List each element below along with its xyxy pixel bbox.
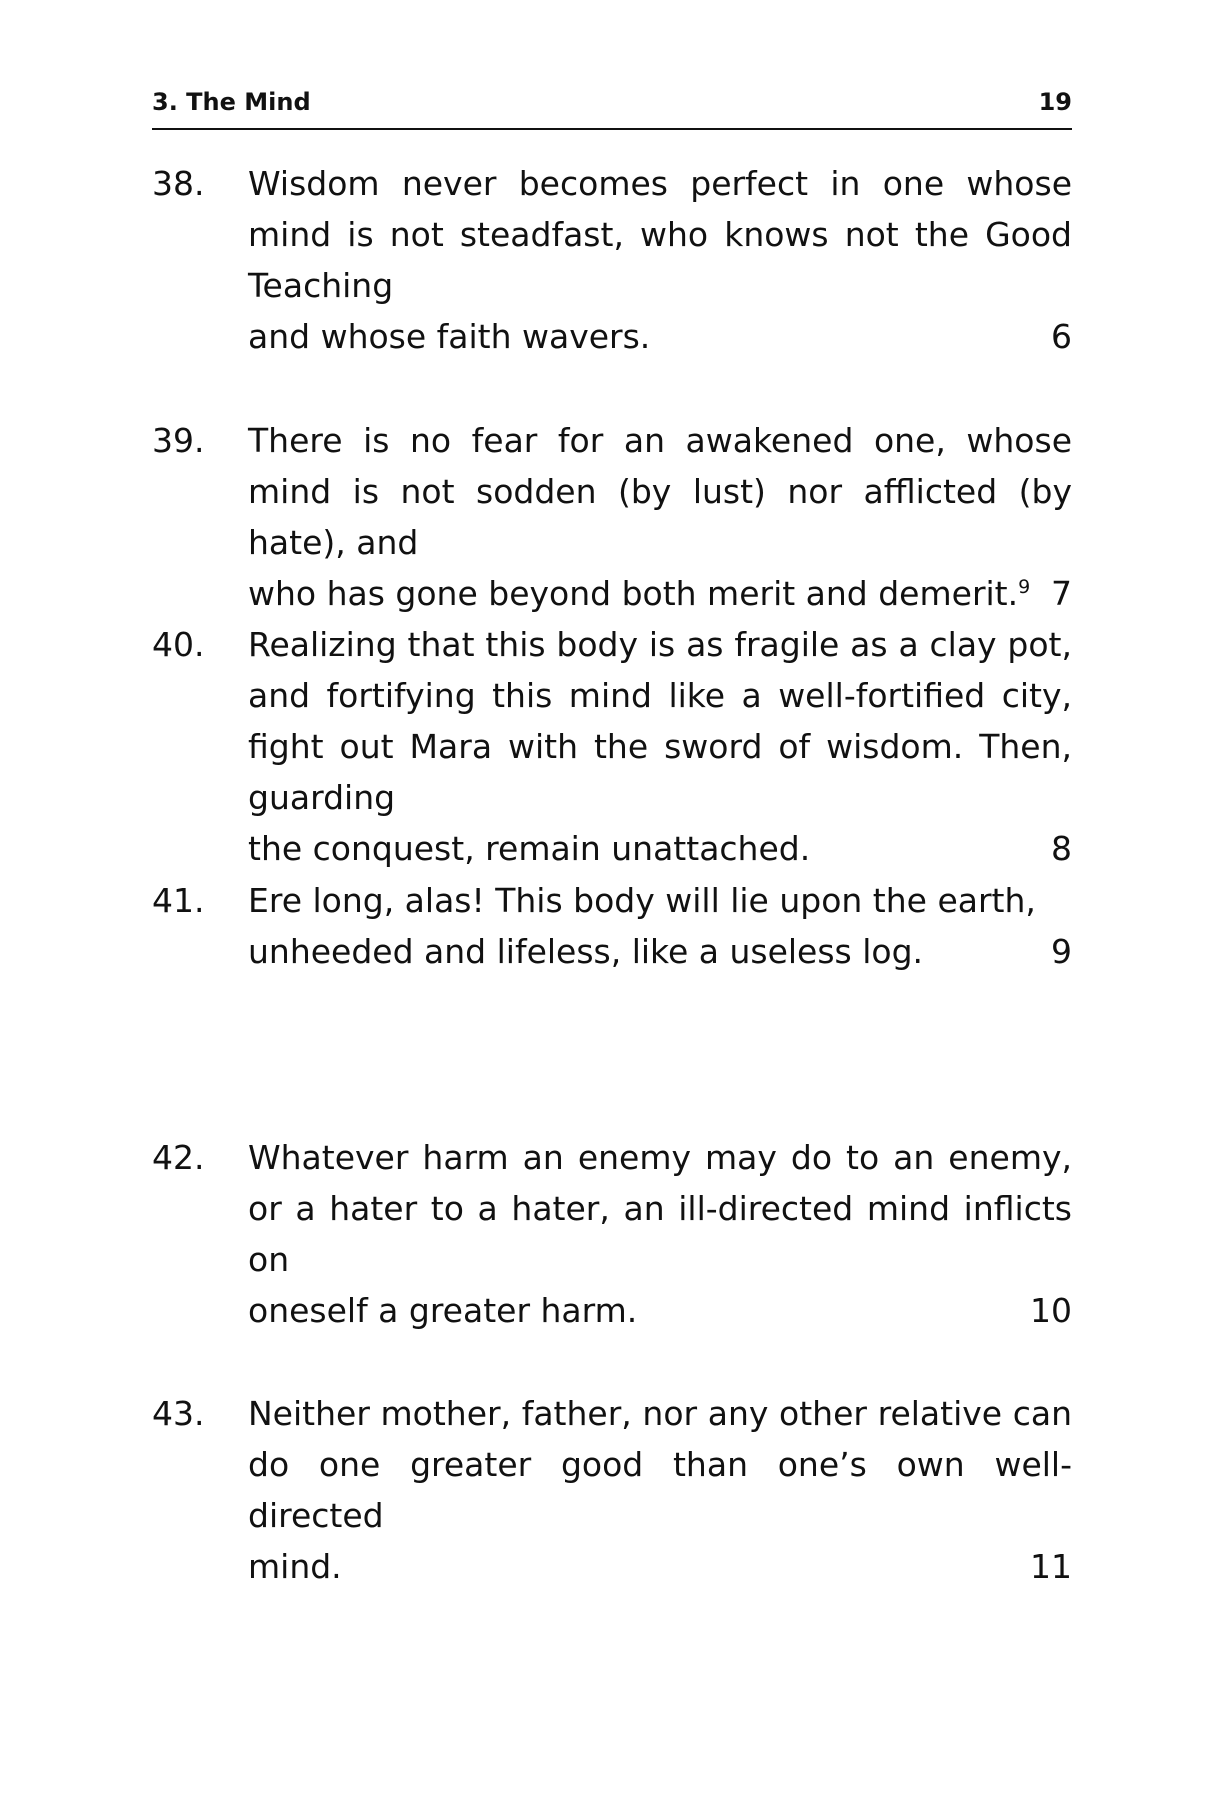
verse-last-line: unheeded and lifeless, like a useless log. xyxy=(248,932,924,971)
verse-reference: 8 xyxy=(1051,829,1072,868)
verse-lines: Whatever harm an enemy may do to an enemy, or a hater to a hater, an ill-directed mind inflicts on xyxy=(248,1138,1072,1279)
verse-reference: 9 xyxy=(1051,932,1072,971)
verse-lines: Realizing that this body is as fragile as a clay pot, and fortifying this mind like a well-fortified city, fight out Mara with the sword of wisdom. Then, guarding xyxy=(248,625,1072,817)
verse-reference: 11 xyxy=(1030,1547,1072,1586)
verse-number: 41. xyxy=(152,881,205,920)
verse-lines: Ere long, alas! This body will lie upon the earth, xyxy=(248,881,1036,920)
verse-lines: Neither mother, father, nor any other relative can do one greater good than one’s own well-directed xyxy=(248,1394,1072,1535)
verse-number: 38. xyxy=(152,164,205,203)
verse-38 xyxy=(152,158,1072,362)
verse-reference: 7 xyxy=(1051,574,1072,613)
verse-42 xyxy=(152,1132,1072,1336)
verse-last-line: mind. xyxy=(248,1547,342,1586)
verse-lines: There is no fear for an awakened one, whose mind is not sodden (by lust) nor afflicted (by hate), and xyxy=(248,421,1072,562)
verse-lines: Wisdom never becomes perfect in one whose mind is not steadfast, who knows not the Good Teaching xyxy=(248,164,1072,305)
verse-39 xyxy=(152,415,1072,619)
verse-last-line: oneself a greater harm. xyxy=(248,1291,638,1330)
verse-number: 42. xyxy=(152,1138,205,1177)
running-header xyxy=(152,88,1072,130)
verse-text xyxy=(248,1132,1072,1336)
verse-43 xyxy=(152,1388,1072,1592)
verse-last-line: and whose faith wavers. xyxy=(248,317,651,356)
verse-number: 43. xyxy=(152,1394,205,1433)
verse-text xyxy=(248,1388,1072,1592)
page-number: 19 xyxy=(1038,88,1072,116)
verse-last-line: who has gone beyond both merit and demerit. xyxy=(248,574,1019,613)
footnote-marker: 9 xyxy=(1018,576,1031,598)
verse-41 xyxy=(152,875,1072,977)
verse-number: 39. xyxy=(152,421,205,460)
verse-last-line: the conquest, remain unattached. xyxy=(248,829,811,868)
verse-reference: 6 xyxy=(1051,317,1072,356)
verse-text xyxy=(248,158,1072,362)
chapter-title: 3. The Mind xyxy=(152,88,311,116)
verse-text xyxy=(248,619,1072,874)
verse-text xyxy=(248,415,1072,619)
verse-number: 40. xyxy=(152,625,205,664)
verse-text xyxy=(248,875,1072,977)
verse-40 xyxy=(152,619,1072,874)
verse-reference: 10 xyxy=(1030,1291,1072,1330)
